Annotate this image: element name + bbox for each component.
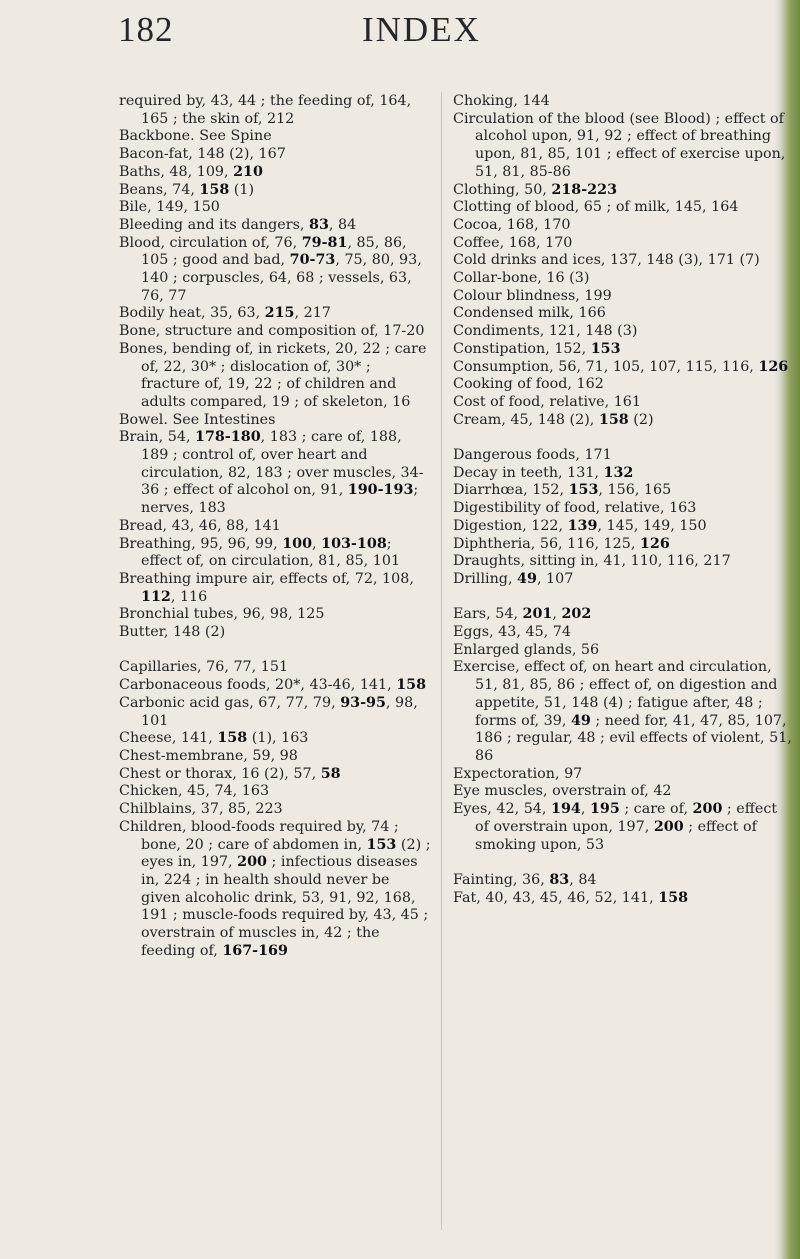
index-entry: Bones, bending of, in rickets, 20, 22 ; care of, 22, 30* ; dislocation of, 30* ; fracture of, 19, 22 ; of children and adults compared, 19 ; of skeleton, 16 bbox=[119, 340, 427, 410]
index-entry: Decay in teeth, 131, 132 bbox=[453, 464, 634, 481]
index-entry: Cost of food, relative, 161 bbox=[453, 393, 641, 410]
running-title: INDEX bbox=[362, 10, 481, 49]
column-divider bbox=[441, 92, 442, 1230]
index-entry: Clothing, 50, 218-223 bbox=[453, 181, 618, 198]
index-entry: Bowel. See Intestines bbox=[119, 411, 276, 428]
index-entry: Circulation of the blood (see Blood) ; effect of alcohol upon, 91, 92 ; effect of breathing upon, 81, 85, 101 ; effect of exercise upon, 51, 81, 85-86 bbox=[453, 110, 786, 180]
index-entry: Condiments, 121, 148 (3) bbox=[453, 323, 638, 340]
index-entry: Ears, 54, 201, 202 bbox=[453, 606, 592, 623]
index-entry: Digestion, 122, 139, 145, 149, 150 bbox=[453, 517, 707, 534]
index-entry: Bleeding and its dangers, 83, 84 bbox=[119, 216, 357, 233]
index-entry: Baths, 48, 109, 210 bbox=[119, 163, 263, 180]
index-entry: Condensed milk, 166 bbox=[453, 305, 606, 322]
index-entry: Coffee, 168, 170 bbox=[453, 234, 573, 251]
index-entry: Colour blindness, 199 bbox=[453, 287, 612, 304]
index-entry: Butter, 148 (2) bbox=[119, 624, 226, 641]
letter-section-gap bbox=[453, 854, 793, 872]
index-entry: Cocoa, 168, 170 bbox=[453, 216, 571, 233]
index-entry: Constipation, 152, 153 bbox=[453, 340, 621, 357]
index-entry: Brain, 54, 178-180, 183 ; care of, 188, 189 ; control of, over heart and circulation, 82, 183 ; over muscles, 34-36 ; effect of alcohol on, 91, 190-193; nerves, 183 bbox=[119, 429, 424, 517]
index-entry: Backbone. See Spine bbox=[119, 128, 272, 145]
index-entry: Expectoration, 97 bbox=[453, 765, 583, 782]
index-entry: Chest-membrane, 59, 98 bbox=[119, 748, 298, 764]
index-entry: Breathing, 95, 96, 99, 100, 103-108; effect of, on circulation, 81, 85, 101 bbox=[119, 535, 401, 570]
index-entry: Bodily heat, 35, 63, 215, 217 bbox=[119, 305, 331, 322]
letter-section-gap bbox=[119, 642, 431, 660]
index-entry: Beans, 74, 158 (1) bbox=[119, 181, 255, 198]
index-entry: Dangerous foods, 171 bbox=[453, 447, 612, 464]
index-entry: Carbonaceous foods, 20*, 43-46, 141, 158 bbox=[119, 677, 427, 694]
index-entry: Children, blood-foods required by, 74 ; bone, 20 ; care of abdomen in, 153 (2) ; eyes in, 197, 200 ; infectious diseases in, 224 ; in health should never be given alcoholic drink, 53, 91, 92, 168, 191 ; muscle-foods required by, 43, 45 ; overstrain of muscles in, 42 ; the feeding of, 167-169 bbox=[119, 818, 431, 959]
index-entry: Fat, 40, 43, 45, 46, 52, 141, 158 bbox=[453, 889, 689, 906]
index-entry: Clotting of blood, 65 ; of milk, 145, 164 bbox=[453, 199, 739, 216]
index-entry: Chilblains, 37, 85, 223 bbox=[119, 801, 283, 818]
index-entry: Breathing impure air, effects of, 72, 108, 112, 116 bbox=[119, 570, 414, 605]
index-entry: required by, 43, 44 ; the feeding of, 164, 165 ; the skin of, 212 bbox=[119, 93, 412, 127]
page-header bbox=[118, 10, 638, 60]
index-entry: Fainting, 36, 83, 84 bbox=[453, 871, 597, 888]
index-entry: Bacon-fat, 148 (2), 167 bbox=[119, 146, 286, 163]
index-entry: Drilling, 49, 107 bbox=[453, 570, 574, 587]
index-entry: Eyes, 42, 54, 194, 195 ; care of, 200 ; effect of overstrain upon, 197, 200 ; effect of smoking upon, 53 bbox=[453, 801, 778, 853]
index-entry: Bone, structure and composition of, 17-20 bbox=[119, 323, 425, 340]
index-entry: Choking, 144 bbox=[453, 93, 550, 109]
index-entry: Blood, circulation of, 76, 79-81, 85, 86, 105 ; good and bad, 70-73, 75, 80, 93, 140 ; corpuscles, 64, 68 ; vessels, 63, 76, 77 bbox=[119, 234, 422, 304]
index-entry: Eggs, 43, 45, 74 bbox=[453, 624, 571, 641]
index-entry: Bronchial tubes, 96, 98, 125 bbox=[119, 606, 325, 623]
index-entry: Chest or thorax, 16 (2), 57, 58 bbox=[119, 765, 341, 782]
index-entry: Cream, 45, 148 (2), 158 (2) bbox=[453, 411, 654, 428]
index-entry: Bile, 149, 150 bbox=[119, 199, 220, 216]
index-entry: Cooking of food, 162 bbox=[453, 376, 604, 393]
index-entry: Collar-bone, 16 (3) bbox=[453, 270, 590, 287]
letter-section-gap bbox=[453, 589, 793, 607]
index-column-right bbox=[453, 93, 793, 907]
index-entry: Draughts, sitting in, 41, 110, 116, 217 bbox=[453, 553, 731, 570]
index-entry: Cheese, 141, 158 (1), 163 bbox=[119, 730, 309, 747]
index-entry: Diarrhœa, 152, 153, 156, 165 bbox=[453, 482, 672, 499]
index-entry: Bread, 43, 46, 88, 141 bbox=[119, 517, 281, 534]
index-entry: Eye muscles, overstrain of, 42 bbox=[453, 783, 672, 800]
index-entry: Diphtheria, 56, 116, 125, 126 bbox=[453, 535, 670, 552]
index-entry: Cold drinks and ices, 137, 148 (3), 171 (7) bbox=[453, 252, 760, 269]
index-entry: Digestibility of food, relative, 163 bbox=[453, 500, 697, 517]
letter-section-gap bbox=[453, 429, 793, 447]
index-column-left bbox=[119, 93, 431, 960]
index-entry: Consumption, 56, 71, 105, 107, 115, 116, 126 bbox=[453, 358, 789, 375]
index-entry: Carbonic acid gas, 67, 77, 79, 93-95, 98, 101 bbox=[119, 694, 418, 729]
page-number: 182 bbox=[118, 10, 174, 49]
index-entry: Capillaries, 76, 77, 151 bbox=[119, 659, 289, 676]
index-entry: Chicken, 45, 74, 163 bbox=[119, 783, 270, 800]
index-entry: Enlarged glands, 56 bbox=[453, 641, 600, 658]
index-entry: Exercise, effect of, on heart and circulation, 51, 81, 85, 86 ; effect of, on digestion and appetite, 51, 148 (4) ; fatigue after, 48 ; forms of, 39, 49 ; need for, 41, 47, 85, 107, 186 ; regular, 48 ; evil effects of violent, 51, 86 bbox=[453, 659, 792, 764]
